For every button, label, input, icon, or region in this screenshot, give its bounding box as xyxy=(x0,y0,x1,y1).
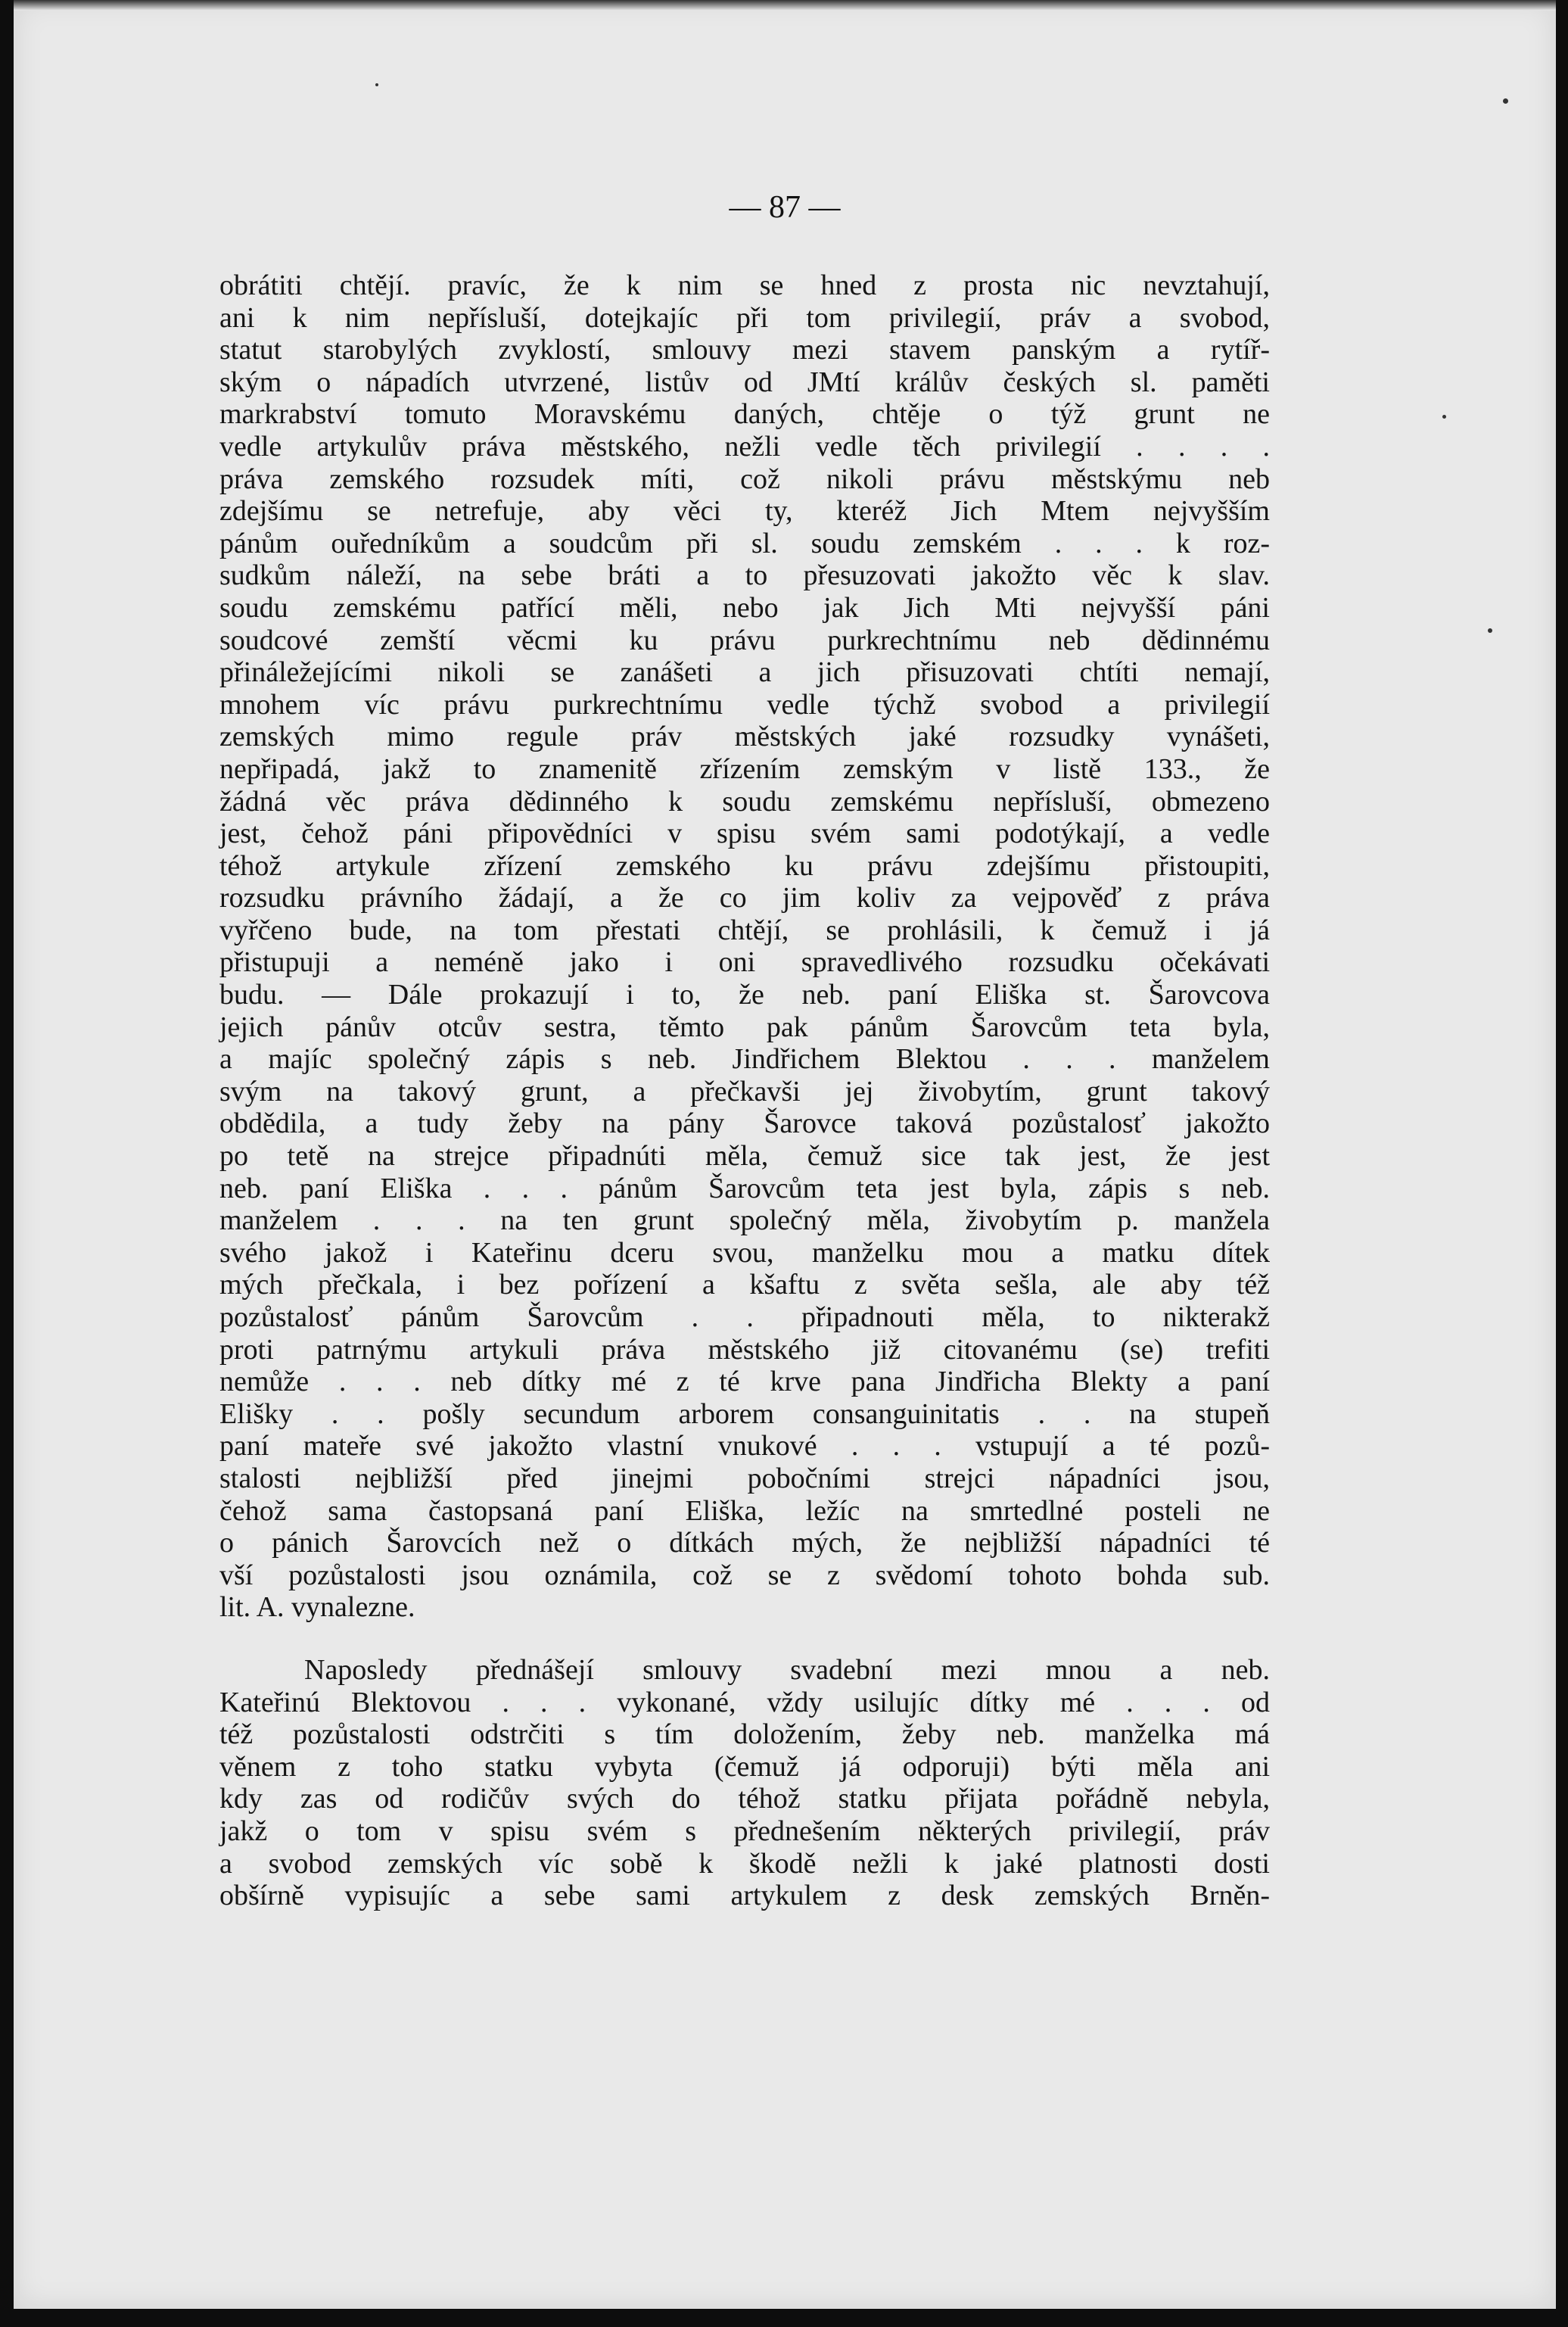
text-line: nemůže . . . neb dítky mé z té krve pana Jindřicha Blekty a paní xyxy=(219,1366,1270,1398)
text-line: svým na takový grunt, a přečkavši jej živobytím, grunt takový xyxy=(219,1075,1270,1107)
dust-speck xyxy=(1488,628,1492,633)
text-line: neb. paní Eliška . . . pánům Šarovcům teta jest byla, zápis s neb. xyxy=(219,1172,1270,1204)
text-line: a majíc společný zápis s neb. Jindřichem Blektou . . . manželem xyxy=(219,1043,1270,1076)
text-line: jejich pánův otcův sestra, těmto pak pánům Šarovcům teta byla, xyxy=(219,1011,1270,1043)
text-line: pozůstalosť pánům Šarovcům . . připadnouti měla, to nikterakž xyxy=(219,1301,1270,1333)
text-line: proti patrnýmu artykuli práva městského již citovanému (se) trefiti xyxy=(219,1333,1270,1366)
text-line: čehož sama častopsaná paní Eliška, ležíc na smrtedlné posteli ne xyxy=(219,1494,1270,1527)
dust-speck xyxy=(1442,415,1446,419)
text-line: mnohem víc právu purkrechtnímu vedle týchž svobod a privilegií xyxy=(219,688,1270,721)
text-line: Kateřinú Blektovou . . . vykonané, vždy usilujíc dítky mé . . . od xyxy=(219,1686,1270,1718)
text-line: žádná věc práva dědinného k soudu zemskému nepřísluší, obmezeno xyxy=(219,785,1270,818)
body-text xyxy=(219,269,1270,1912)
text-line: paní mateře své jakožto vlastní vnukové . . . vstupují a té pozů- xyxy=(219,1430,1270,1463)
text-line: mých přečkala, i bez pořízení a kšaftu z světa sešla, ale aby též xyxy=(219,1269,1270,1301)
text-line: po tetě na strejce připadnúti měla, čemuž sice tak jest, že jest xyxy=(219,1140,1270,1173)
text-line: sudkům náleží, na sebe bráti a to přesuzovati jakožto věc k slav. xyxy=(219,559,1270,592)
text-line: soudu zemskému patřící měli, nebo jak Jich Mti nejvyšší páni xyxy=(219,591,1270,624)
text-line: manželem . . . na ten grunt společný měla, živobytím p. manžela xyxy=(219,1204,1270,1237)
text-line: pánům ouředníkům a soudcům při sl. soudu zemském . . . k roz- xyxy=(219,527,1270,559)
text-line: věnem z toho statku vybyta (čemuž já odporuji) býti měla ani xyxy=(219,1750,1270,1783)
text-line: obšírně vypisujíc a sebe sami artykulem z desk zemských Brněn- xyxy=(219,1880,1270,1912)
text-line: zdejšímu se netrefuje, aby věci ty, kteréž Jich Mtem nejvyšším xyxy=(219,495,1270,528)
text-line: Elišky . . pošly secundum arborem consanguinitatis . . na stupeň xyxy=(219,1397,1270,1430)
text-line: markrabství tomuto Moravskému daných, chtěje o týž grunt ne xyxy=(219,398,1270,431)
text-line: a svobod zemských víc sobě k škodě nežli k jaké platnosti dosti xyxy=(219,1847,1270,1880)
text-line: práva zemského rozsudek míti, což nikoli právu městskýmu neb xyxy=(219,463,1270,495)
text-line: svého jakož i Kateřinu dceru svou, manželku mou a matku dítek xyxy=(219,1236,1270,1269)
dust-speck xyxy=(375,83,378,86)
text-line: jakž o tom v spisu svém s přednešením některých privilegií, práv xyxy=(219,1815,1270,1847)
text-line: vší pozůstalosti jsou oznámila, což se z svědomí tohoto bohda sub. xyxy=(219,1559,1270,1591)
text-line: stalosti nejbližší před jinejmi pobočními strejci nápadníci jsou, xyxy=(219,1462,1270,1494)
text-line: budu. — Dále prokazují i to, že neb. paní Eliška st. Šarovcova xyxy=(219,979,1270,1011)
text-line: též pozůstalosti odstrčiti s tím doložením, žeby neb. manželka má xyxy=(219,1718,1270,1751)
text-line: zemských mimo regule práv městských jaké rozsudky vynášeti, xyxy=(219,721,1270,753)
text-line: jest, čehož páni připovědníci v spisu svém sami podotýkají, a vedle xyxy=(219,818,1270,850)
text-line: vyřčeno bude, na tom přestati chtějí, se prohlásili, k čemuž i já xyxy=(219,914,1270,946)
book-page xyxy=(14,0,1556,2309)
text-line: ským o nápadích utvrzené, listův od JMtí králův českých sl. paměti xyxy=(219,366,1270,398)
text-line: vedle artykulův práva městského, nežli vedle těch privilegií . . . . xyxy=(219,430,1270,463)
text-line: Naposledy přednášejí smlouvy svadební mezi mnou a neb. xyxy=(304,1653,1270,1686)
text-line: obrátiti chtějí. pravíc, že k nim se hned z prosta nic nevztahují, xyxy=(219,269,1270,301)
text-line: téhož artykule zřízení zemského ku právu zdejšímu přistoupiti, xyxy=(219,849,1270,882)
text-line: ani k nim nepřísluší, dotejkajíc při tom privilegií, práv a svobod, xyxy=(219,301,1270,334)
text-line: o pánich Šarovcích než o dítkách mých, že nejbližší nápadníci té xyxy=(219,1527,1270,1559)
text-line: přináležejícími nikoli se zanášeti a jich přisuzovati chtíti nemají, xyxy=(219,656,1270,689)
dust-speck xyxy=(1503,98,1508,104)
text-line: rozsudku právního žádají, a že co jim koliv za vejpověď z práva xyxy=(219,882,1270,914)
paragraph-gap xyxy=(219,1624,1270,1654)
text-line: statut starobylých zvyklostí, smlouvy mezi stavem panským a rytíř- xyxy=(219,334,1270,366)
text-line: obdědila, a tudy žeby na pány Šarovce taková pozůstalosť jakožto xyxy=(219,1107,1270,1140)
page-top-edge xyxy=(14,0,1556,11)
text-line: přistupuji a neméně jako i oni spravedlivého rozsudku očekávati xyxy=(219,946,1270,979)
text-line: lit. A. vynalezne. xyxy=(219,1591,415,1624)
text-line: soudcové zemští věcmi ku právu purkrechtnímu neb dědinnému xyxy=(219,624,1270,656)
page-number: — 87 — xyxy=(729,190,841,225)
text-line: nepřipadá, jakž to znamenitě zřízením zemským v listě 133., že xyxy=(219,752,1270,785)
text-line: kdy zas od rodičův svých do téhož statku přijata pořádně nebyla, xyxy=(219,1783,1270,1815)
